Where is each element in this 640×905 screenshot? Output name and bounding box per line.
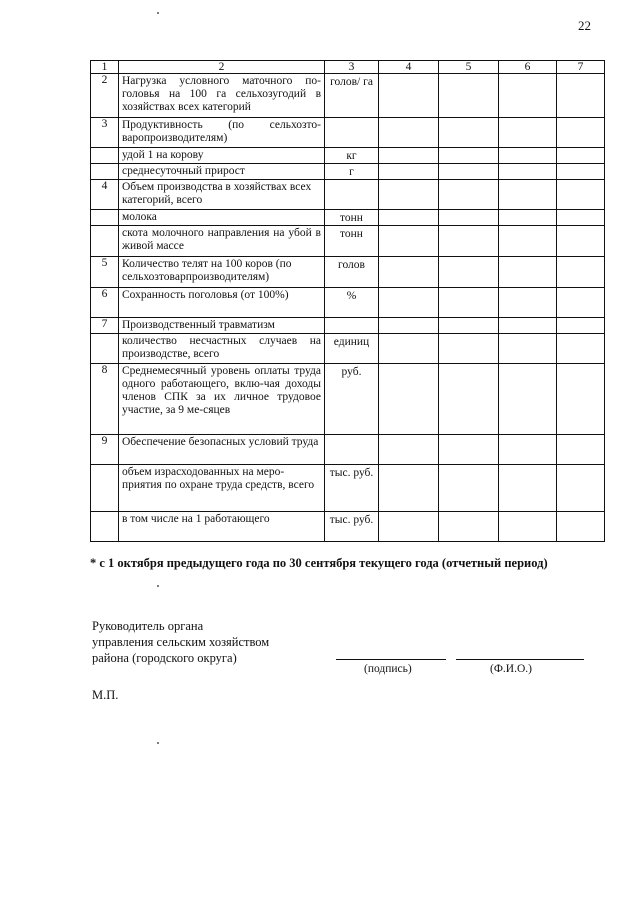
row-description: Объем производства в хозяйствах всех категорий, всего: [119, 180, 325, 210]
value-cell[interactable]: [499, 288, 557, 318]
indicators-table: [90, 60, 605, 542]
row-number: [91, 334, 119, 364]
value-cell[interactable]: [379, 288, 439, 318]
table-row: [91, 435, 605, 465]
value-cell[interactable]: [439, 164, 499, 180]
value-cell[interactable]: [439, 364, 499, 435]
row-unit: тыс. руб.: [325, 512, 379, 542]
value-cell[interactable]: [557, 164, 605, 180]
value-cell[interactable]: [379, 148, 439, 164]
signature-title-line: управления сельским хозяйством: [92, 635, 270, 649]
value-cell[interactable]: [379, 435, 439, 465]
table-row: [91, 180, 605, 210]
row-unit: %: [325, 288, 379, 318]
row-number: 5: [91, 257, 119, 288]
row-number: [91, 226, 119, 257]
scan-speck: [157, 585, 159, 587]
row-unit: г: [325, 164, 379, 180]
row-number: 9: [91, 435, 119, 465]
value-cell[interactable]: [499, 334, 557, 364]
value-cell[interactable]: [499, 465, 557, 512]
row-description: количество несчастных случаев на производстве, всего: [119, 334, 325, 364]
row-description: в том числе на 1 работающего: [119, 512, 325, 542]
row-number: 2: [91, 74, 119, 118]
value-cell[interactable]: [439, 118, 499, 148]
table-row: [91, 148, 605, 164]
value-cell[interactable]: [499, 164, 557, 180]
value-cell[interactable]: [557, 364, 605, 435]
table-row: [91, 257, 605, 288]
row-description: Продуктивность (по сельхозто-варопроизводителям): [119, 118, 325, 148]
value-cell[interactable]: [439, 334, 499, 364]
value-cell[interactable]: [499, 180, 557, 210]
table-row: [91, 465, 605, 512]
table-row: [91, 164, 605, 180]
col-header: 6: [499, 61, 557, 74]
value-cell[interactable]: [439, 148, 499, 164]
value-cell[interactable]: [439, 226, 499, 257]
table-row: [91, 210, 605, 226]
table-row: [91, 364, 605, 435]
value-cell[interactable]: [379, 164, 439, 180]
table-row: [91, 74, 605, 118]
row-number: 3: [91, 118, 119, 148]
value-cell[interactable]: [379, 118, 439, 148]
value-cell[interactable]: [557, 435, 605, 465]
value-cell[interactable]: [499, 118, 557, 148]
value-cell[interactable]: [379, 465, 439, 512]
value-cell[interactable]: [439, 180, 499, 210]
value-cell[interactable]: [379, 364, 439, 435]
row-description: Производственный травматизм: [119, 318, 325, 334]
row-number: [91, 512, 119, 542]
row-number: [91, 148, 119, 164]
value-cell[interactable]: [379, 180, 439, 210]
value-cell[interactable]: [439, 210, 499, 226]
row-unit: [325, 180, 379, 210]
scan-speck: [157, 12, 159, 14]
row-description: объем израсходованных на меро-приятия по охране труда средств, всего: [119, 465, 325, 512]
value-cell[interactable]: [379, 512, 439, 542]
value-cell[interactable]: [557, 465, 605, 512]
table-row: [91, 118, 605, 148]
table-row: [91, 318, 605, 334]
row-description: скота молочного направления на убой в живой массе: [119, 226, 325, 257]
value-cell[interactable]: [499, 318, 557, 334]
signature-title-line: Руководитель органа: [92, 619, 204, 633]
value-cell[interactable]: [379, 334, 439, 364]
col-header: 3: [325, 61, 379, 74]
row-description: Нагрузка условного маточного по-головья на 100 га сельхозугодий в хозяйствах всех категорий: [119, 74, 325, 118]
signature-block: [92, 618, 269, 666]
value-cell[interactable]: [439, 257, 499, 288]
col-header: 2: [119, 61, 325, 74]
value-cell[interactable]: [557, 226, 605, 257]
value-cell[interactable]: [379, 257, 439, 288]
signature-title-line: района (городского округа): [92, 651, 237, 665]
row-unit: [325, 318, 379, 334]
row-unit: [325, 435, 379, 465]
value-cell[interactable]: [379, 74, 439, 118]
row-unit: руб.: [325, 364, 379, 435]
row-unit: голов/ га: [325, 74, 379, 118]
row-unit: единиц: [325, 334, 379, 364]
value-cell[interactable]: [557, 288, 605, 318]
value-cell[interactable]: [439, 288, 499, 318]
table-row: [91, 226, 605, 257]
row-number: [91, 465, 119, 512]
col-header: 7: [557, 61, 605, 74]
footnote: * с 1 октября предыдущего года по 30 сентября текущего года (отчетный период): [90, 556, 548, 570]
row-number: 4: [91, 180, 119, 210]
row-number: 7: [91, 318, 119, 334]
value-cell[interactable]: [557, 148, 605, 164]
col-header: 5: [439, 61, 499, 74]
value-cell[interactable]: [499, 148, 557, 164]
value-cell[interactable]: [499, 74, 557, 118]
row-number: [91, 164, 119, 180]
row-number: [91, 210, 119, 226]
row-unit: тыс. руб.: [325, 465, 379, 512]
value-cell[interactable]: [439, 318, 499, 334]
value-cell[interactable]: [499, 257, 557, 288]
page-number: 22: [578, 18, 591, 33]
col-header: 4: [379, 61, 439, 74]
value-cell[interactable]: [379, 210, 439, 226]
value-cell[interactable]: [557, 74, 605, 118]
row-number: 6: [91, 288, 119, 318]
row-description: Обеспечение безопасных условий труда: [119, 435, 325, 465]
scan-speck: [157, 742, 159, 744]
value-cell[interactable]: [557, 210, 605, 226]
row-description: Сохранность поголовья (от 100%): [119, 288, 325, 318]
value-cell[interactable]: [557, 118, 605, 148]
row-unit: [325, 118, 379, 148]
value-cell[interactable]: [379, 226, 439, 257]
name-label: (Ф.И.О.): [490, 663, 532, 675]
value-cell[interactable]: [499, 512, 557, 542]
signature-line[interactable]: [336, 659, 446, 660]
row-description: молока: [119, 210, 325, 226]
row-description: Количество телят на 100 коров (по сельхозтоварпроизводителям): [119, 257, 325, 288]
row-unit: кг: [325, 148, 379, 164]
table-row: [91, 288, 605, 318]
value-cell[interactable]: [439, 435, 499, 465]
value-cell[interactable]: [499, 210, 557, 226]
stamp-label: М.П.: [92, 688, 119, 702]
name-line[interactable]: [456, 659, 584, 660]
value-cell[interactable]: [499, 435, 557, 465]
row-unit: тонн: [325, 226, 379, 257]
value-cell[interactable]: [557, 180, 605, 210]
value-cell[interactable]: [557, 257, 605, 288]
row-unit: тонн: [325, 210, 379, 226]
row-unit: голов: [325, 257, 379, 288]
row-description: Среднемесячный уровень оплаты труда одного работающего, вклю-чая доходы членов СПК за их личное трудовое участие, за 9 ме-сяцев: [119, 364, 325, 435]
row-number: 8: [91, 364, 119, 435]
value-cell[interactable]: [439, 74, 499, 118]
value-cell[interactable]: [439, 465, 499, 512]
value-cell[interactable]: [499, 226, 557, 257]
value-cell[interactable]: [557, 318, 605, 334]
table-row: [91, 334, 605, 364]
row-description: среднесуточный прирост: [119, 164, 325, 180]
value-cell[interactable]: [557, 334, 605, 364]
value-cell[interactable]: [439, 512, 499, 542]
row-description: удой 1 на корову: [119, 148, 325, 164]
table-header-row: [91, 61, 605, 74]
value-cell[interactable]: [499, 364, 557, 435]
signature-label: (подпись): [364, 663, 412, 675]
col-header: 1: [91, 61, 119, 74]
value-cell[interactable]: [557, 512, 605, 542]
table-row: [91, 512, 605, 542]
value-cell[interactable]: [379, 318, 439, 334]
